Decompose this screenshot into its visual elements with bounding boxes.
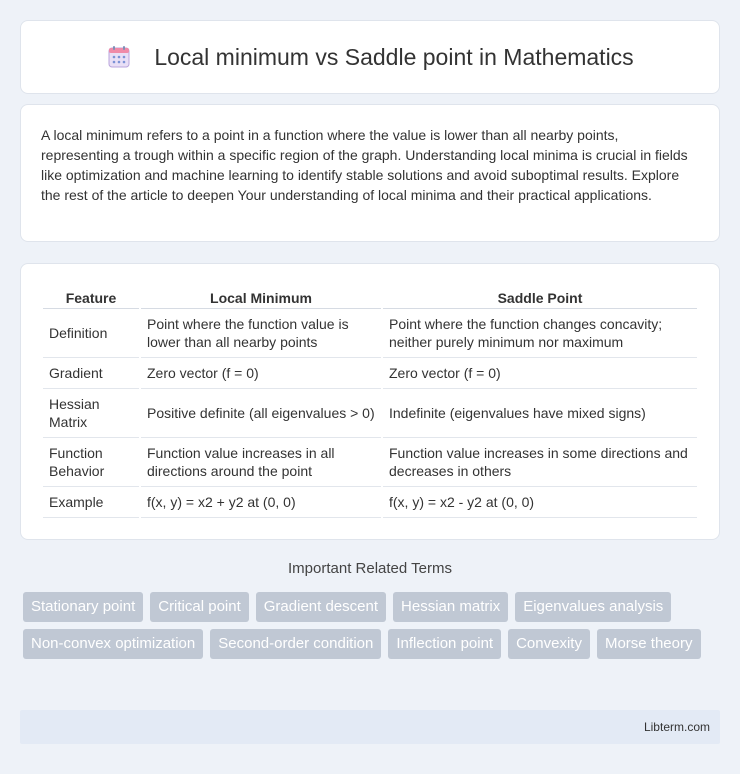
page-title: Local minimum vs Saddle point in Mathematics [154, 43, 634, 70]
row-local-minimum: Positive definite (all eigenvalues > 0) [141, 389, 381, 438]
related-term-tag[interactable]: Morse theory [597, 629, 701, 659]
table-row [43, 438, 697, 487]
header-saddle-point: Saddle Point [383, 284, 697, 309]
row-feature: Hessian Matrix [43, 389, 139, 438]
related-term-tag[interactable]: Hessian matrix [393, 592, 508, 622]
row-saddle-point: Point where the function changes concavity; neither purely minimum nor maximum [383, 309, 697, 358]
table-row [43, 487, 697, 518]
row-local-minimum: Function value increases in all directions around the point [141, 438, 381, 487]
table-row [43, 389, 697, 438]
row-local-minimum: Point where the function value is lower than all nearby points [141, 309, 381, 358]
related-term-tag[interactable]: Second-order condition [210, 629, 381, 659]
row-saddle-point: f(x, y) = x2 - y2 at (0, 0) [383, 487, 697, 518]
related-term-tag[interactable]: Stationary point [23, 592, 143, 622]
row-feature: Example [43, 487, 139, 518]
table-row [43, 309, 697, 358]
row-saddle-point: Function value increases in some directions and decreases in others [383, 438, 697, 487]
footer [20, 710, 720, 744]
comparison-card [20, 263, 720, 540]
intro-text: A local minimum refers to a point in a function where the value is lower than all nearby points, representing a trough within a specific region of the graph. Understanding local minima is crucial in fields like optimization and machine learning to identify stable solutions and avoid suboptimal results. Explore the rest of the article to deepen Your understanding of local minima and their practical applications. [41, 127, 688, 203]
footer-site-link[interactable]: Libterm.com [643, 720, 710, 734]
related-terms-list [23, 592, 723, 666]
row-feature: Definition [43, 309, 139, 358]
related-term-tag[interactable]: Convexity [508, 629, 590, 659]
header-card [20, 20, 720, 94]
related-term-tag[interactable]: Non-convex optimization [23, 629, 203, 659]
related-term-tag[interactable]: Critical point [150, 592, 249, 622]
row-saddle-point: Zero vector (f = 0) [383, 358, 697, 389]
table-row [43, 358, 697, 389]
table-header-row [43, 284, 697, 309]
row-saddle-point: Indefinite (eigenvalues have mixed signs) [383, 389, 697, 438]
calendar-icon [106, 44, 132, 70]
related-term-tag[interactable]: Eigenvalues analysis [515, 592, 671, 622]
row-feature: Gradient [43, 358, 139, 389]
header-feature: Feature [43, 284, 139, 309]
intro-card [20, 104, 720, 242]
related-term-tag[interactable]: Inflection point [388, 629, 501, 659]
row-local-minimum: Zero vector (f = 0) [141, 358, 381, 389]
comparison-table [41, 284, 699, 518]
row-feature: Function Behavior [43, 438, 139, 487]
related-terms-title: Important Related Terms [288, 560, 452, 577]
related-term-tag[interactable]: Gradient descent [256, 592, 386, 622]
row-local-minimum: f(x, y) = x2 + y2 at (0, 0) [141, 487, 381, 518]
header-local-minimum: Local Minimum [141, 284, 381, 309]
